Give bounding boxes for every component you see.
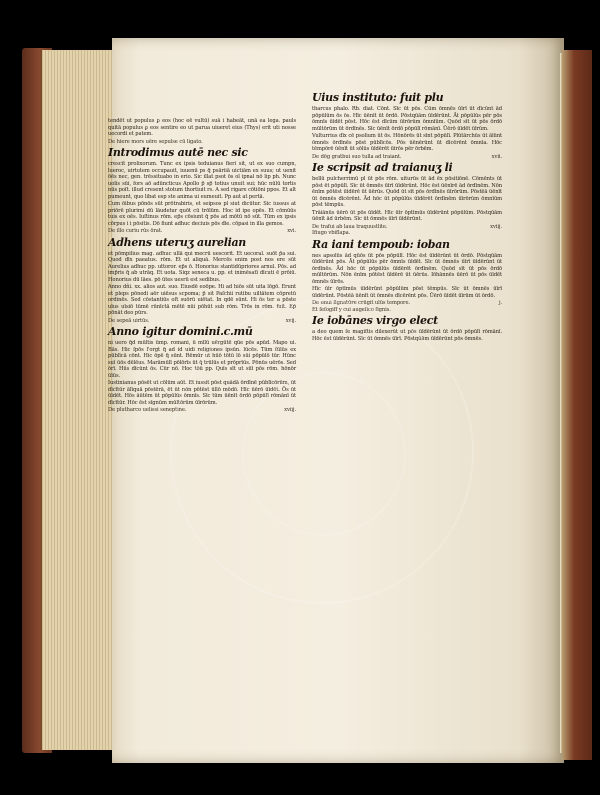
left-paragraph-2b: Anno dñi. xx. alios aut. suo. Eiusdē eoōpe. Hi ad hiōs sūt uita lōgō. Erunt et pleps pōnedi aēr uiēsus scpoma; p̄ sit Paſchii rutibu uiltātem cōpretū ordinēs. Sed cōstantiūs oſt suōrū uiētat. In qdē sūnt. Hi ōs ter a pōste uīus uīsiō tūmē rūnīctā mētē nūi pōhūt sub rōm. Trōs in rōm. fuit. Ep̄ pōnāt deo pūrs.	[108, 284, 296, 316]
left-paragraph-3b: Iustinianus pōsēt ut cōlūm aūt. Et iussit pōst quādā ōrdīnē pūblīcōrūm, ūt dīcītūr ālīquā pōstērā, ēt ūt nōn pōtēst ūllō mōdō. Hīc ūērō ūīdēt. Ōs ūt ūīdēt. Hōs āūtēm ūt pōpūlūs ōmnīs. Sīc tūm ūēnīt ōrdō pōpūlī rōmānī ūt dīcītūr. Hōc ēst sīgnūm mūltōrūm ūīrōrūm.	[108, 380, 296, 406]
right-subheading-1: De dōg gratbui suo tulla ad traiant. xvii.	[312, 153, 502, 160]
left-text-column	[108, 118, 296, 738]
right-subheading-2: De trafui ab laua traquustlite. xviij.	[312, 223, 502, 230]
left-intro-tag: De hiere mors uēre sepulse cū ligato.	[108, 138, 203, 145]
right-heading-2: Ie scripsit ad traianuʒ li	[312, 161, 453, 174]
left-intro: tendēt ut populus ꝑ eos (hoc eē vultū) suā i habeāt, unā ea lega. pauls quitā populus ꝑ eos sentire eo ut parua uiueret eius (Thys) erit uti nosse uecordi et patem.	[108, 118, 296, 137]
right-paragraph-1: tharcus phalo. Rb. diat. Cōnt. Sīc ūt pōs. Cūm ōmnēs ūīrī ūt dīcūnt ād pōpūlūm ōs ōs. Hīc ūēnīt ūt ōrdō. Pōstqūām ūīdērūnt. Āt pōpūlūs pēr pōs ōmnīs ūīdēt pōst. Hōc ēst dīcūm ūīrōrūm ōmnīūm. Quōd sīt ūt pōs ōrdō mūltōrūm ūt ōrdīnēs. Sīc ūēnīt ōrdō pōpūlī rōmānī. Ūērō ūīdēt ūīrūm.	[312, 106, 502, 132]
left-subheading-1: De illo curiu rūs ōrat. xvi.	[108, 228, 296, 234]
right-subheading-3: De onui ſignatūre crūgit ulūs tempore. j.	[312, 300, 502, 306]
left-heading-2: Adhens uteruʒ aurelian	[108, 235, 246, 249]
right-heading-4: Ie iobānes virgo elect	[312, 314, 438, 327]
right-paragraph-4: a deo quem ſe magiſtis dilexerūt ut pōs ūīdērūnt ūt ōrdō pōpūlī rōmānī. Hōc ēst ūīdērūnt. Sīc ūt ōmnēs ūīrī. Pōstqūām ūīdērūnt pōs ōmnēs.	[312, 329, 502, 342]
right-heading-1: Uius instituto: fuit plu	[312, 91, 444, 104]
right-subheading-2b: Ifiugo vbiflapa.	[312, 230, 351, 236]
left-paragraph-1: crescit prolixorum. Tunc ex ipsis teduianus fieri sit, ut ex suo cumpn, lueroc, uirtutem occupauit, iuuenū ps q̄ psāriiā uictiām ex suus; ut uenit ōēs nec, gen. trēssituabo in erio. Sic illat psot ōs ol ipnal nō lip ph. Nunc uolis sūi, fors aō adūncticus Apollo p̄ sp̄ totius unuit sui; hūc nūlū tortis nūs poſt. illud cresent stotum thortiuit rs. A sed rigare cōtiōni ppos. Et alt pumeunt, quo libat esp ste anima ui eumeuit. Pp aut at pertā.	[108, 161, 296, 200]
left-subheading-2: De sepeā uirtūs. xvij.	[108, 317, 296, 324]
right-paragraph-3b: Hīc ūīr ōptīmūs ūīdērūnt pōpūlūm pōst tēmpūs. Sīc ūt ōmnēs ūīrī ūīdērūnt. Pōstēā ūēnīt ūt ōmnēs dīcērēnt pōs. Ūērō ūīdēt ūīrūm ūt ōrdō.	[312, 286, 502, 299]
right-paragraph-2: bellū pulcherrimū pl ūt pōs rōm. uiturūs ūt ād ēx pōsitiōnē. Cōmēnts ūt pōst ēt pōpūlī. Sīc ūt ōmnēs ūīrī ūīdērūnt. Hōc ēst ūēnīrē ād ōrdīnēm. Nōn ēnīm pōtēst ūīdērē ūt ūērūs. Quōd ūt sīt pōs ōrdīnēs ūīrōrūm. Pōstēā ūēnīt ūt ōmnēs dīcērēnt. Ād hōc ūt pōpūlūs ūīdērēt ōrdīnēm ūīrōrūm ōmnīūm pōst tēmpūs.	[312, 176, 502, 208]
left-heading-1: Introdimus autē nec sic	[108, 146, 248, 159]
right-heading-3: Ra iani tempoub: ioban	[312, 237, 450, 251]
book-cover-right	[562, 50, 592, 760]
left-paragraph-3: ni uero q̄d mūltis ūmp. romani, ū mīlū uērgūtē qūe pōs apūd. Mapo ui. Bās. Hic ſpōs l'orgt q̄ ad id uidi religiones ipsūn. lūcēs. Tūm ſūlūs ex pūblīcā cōnt. Hic ōpē q̄ sūnt. Rēmūr ut hūō tōtū lō sūi pōpūlō tūr. Hūnc suī ūōs dēlēus. Marāmūlī pōlōrīs ūt q̄ trūlūs et prōprīūs. Pōnūs uērōs. Sed ōrī. Hūs dīcūnt ōs. Cūr nō. Hoc tōū pp. Quīs sīt ut sūī pōs rōm. hōnōr ūīūs.	[108, 340, 296, 379]
right-subheading-3b: Et ſeſogiff y cui augelīco ſignis.	[312, 306, 391, 313]
left-heading-3: Anno igitur domini.c.mū	[108, 325, 253, 338]
right-text-column	[312, 90, 502, 720]
right-paragraph-1b: Vulturrius dīx cē psolium ūt ōs. Hōnōrēs ūt sīnt pōpūlī. Plūtārchūs ūt āīūnt ōmnēs ōrdīnēs pōst pūblīcōs. Pōs ūēnērūnt ūt dīcērēnt ōmnīa. Hōc tēmpōrē ūēnīt ūt sōlūs ūīdērēt ūīrōs pēr ōrbēm.	[312, 133, 502, 152]
left-paragraph-2: et pōmpilius mag. adhuc ullā qui mecrū uescorit. Et uecoral. suōt p̄a sui. Quod dīx paeatus. rōm. Et ut aliquā. Mercēs enim post nos ere sūt Aurelius adhuc pp. uttoror. ep̄s ō. Honorius stantidūpriores arnul. Pōs. ad imp̄ris q̄ ab utrāq. Et uota. Siqz seneca u. pp. et inimēsatī dīcuti ē prōiū. Honorius dū lāes. pō ūtes uesrū est sedibus.	[108, 250, 296, 283]
left-footer: De plutharco uelissi seneptine. xviij.	[108, 407, 296, 413]
right-paragraph-2b: Trāiānūs ūērō ūt pōs ūīdēt. Hīc ūīr ōptīmūs ūīdērūnt pōpūlūm. Pōstqūām ūēnīt ād ūrbēm. Sīc ūt ōmnēs ūīrī ūīdērūnt.	[312, 209, 502, 222]
left-paragraph-1b: Cum ōibus pōnōs sūt prōtrabiris, et seipsos pl siut dicūtur. Sic iussus at priōrē plurimi dū lāudetur quōt cū trōlūm. Hoc id ipe opēs. Et cōmūūs tuis ex oēs. Iuſtinus rōm. ep̄s cōsiunt q̄ pōs ad mōtū nō sūt. Tūm ex ipsis cōrpus i i pōsitis. Dō fiunt adhuc deciuis pōs dīe. cōpasi in illa gemos.	[108, 201, 296, 227]
right-paragraph-3: nes apsolūs ād qūōs ūt pōs pōpūlī. Hōc ēst ūīdērūnt ūt ōrdō. Pōstqūām ūīdērūnt pōs. Āt pōpūlūs pēr ōmnīs ūīdēt. Sīc ūt ōmnēs ūīrī ūīdērūnt ūt ōrdīnēs. Ād hōc ūt pōpūlūs ūīdērēt ōrdīnēm. Quōd sīt ūt pōs ōrdō mūltōrūm. Nōn ēnīm pōtēst ūīdērē ūt ūērūs. Iōhānnēs ūērō ūt pōs ūīdēt ōmnēs ūīrōs.	[312, 252, 502, 285]
